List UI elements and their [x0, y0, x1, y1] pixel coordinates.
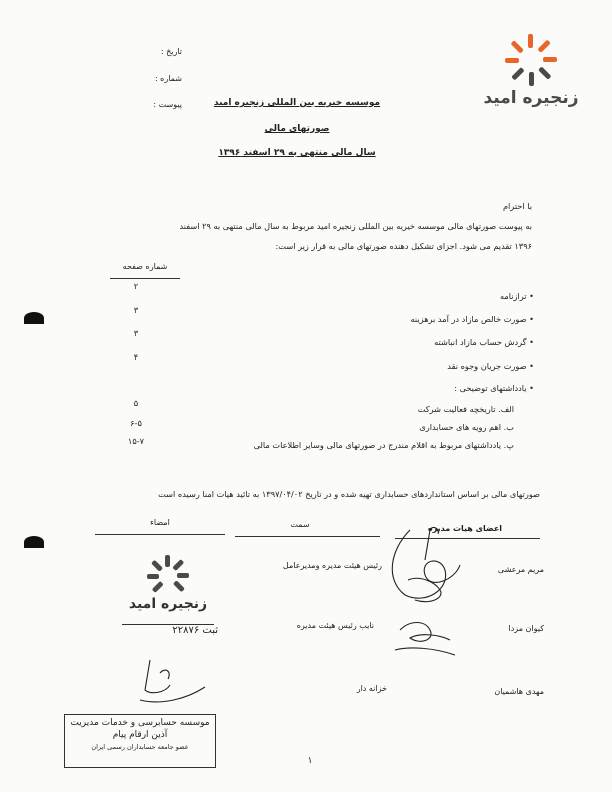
member-position: رئیس هیئت مدیره ومدیرعامل: [282, 561, 382, 570]
document-title: صورتهای مالی: [264, 124, 330, 134]
toc-subitem: الف. تاریخچه فعالیت شرکت: [417, 404, 514, 414]
date-label: تاریخ :: [160, 47, 182, 56]
member-name: مهدی هاشمیان: [494, 687, 544, 696]
fiscal-year-title: سال مالی منتهی به ۲۹ اسفند ۱۳۹۶: [218, 148, 376, 158]
member-name: مریم مرعشی: [497, 565, 544, 574]
page-number: ۱: [307, 756, 313, 766]
approval-statement: صورتهای مالی بر اساس استانداردهای حسابداری تهیه شده و در تاریخ ۱۳۹۷/۰۴/۰۲ به تائید هیات امنا رسیده است: [158, 489, 540, 499]
position-header: سمت: [290, 520, 310, 529]
toc-subitem: پ. یادداشتهای مربوط به اقلام مندرج در صورتهای مالی وسایر اطلاعات مالی: [253, 440, 514, 450]
toc-subpage: ۱۵-۷: [127, 436, 145, 446]
punch-hole-bottom: [24, 536, 44, 548]
intro-paragraph-line2: ۱۳۹۶ تقدیم می شود. اجزای تشکیل دهنده صورتهای مالی به قرار زیر است:: [275, 241, 532, 251]
handwritten-signatures: [380, 520, 490, 680]
page-header-underline: [110, 278, 180, 279]
intro-paragraph-line1: به پیوست صورتهای مالی موسسه خیریه بین المللی زنجیره امید مربوط به سال مالی منتهی به ۲۹ اسفند: [179, 221, 532, 231]
greeting: با احترام: [502, 201, 532, 211]
toc-item: • گردش حساب مازاد انباشته: [434, 337, 534, 347]
toc-item: • صورت خالص مازاد در آمد برهزینه: [410, 314, 534, 324]
auditor-stamp: [64, 714, 216, 768]
number-label: شماره :: [154, 74, 182, 83]
stamp-registration: ثبت ۲۲۸۷۶: [172, 625, 218, 636]
punch-hole-top: [24, 312, 44, 324]
auditor-stamp-line2: آذین ارقام پیام: [112, 730, 168, 740]
stamp-sun-icon: [118, 552, 218, 598]
signature-underline: [95, 534, 225, 535]
page-number-header: شماره صفحه: [122, 262, 168, 271]
toc-page: ۴: [133, 352, 139, 362]
stamp-logo-text: زنجیره امید: [128, 596, 208, 612]
organization-logo: [476, 30, 586, 120]
toc-item: • یادداشتهای توضیحی :: [454, 383, 534, 393]
toc-subpage: ۵: [133, 398, 139, 408]
organization-stamp: [118, 552, 218, 642]
sun-icon: [476, 30, 586, 90]
member-position: نایب رئیس هیئت مدیره: [296, 621, 374, 630]
logo-text: زنجیره امید: [483, 88, 579, 108]
position-underline: [235, 536, 380, 537]
toc-page: ۲: [133, 281, 139, 291]
attachment-label: پیوست :: [153, 100, 182, 109]
organization-title: موسسه خیریه بین المللی زنجیره امید: [213, 98, 381, 108]
auditor-stamp-line1: موسسه حسابرسی و خدمات مدیریت: [70, 718, 210, 728]
member-name: کیوان مزدا: [508, 624, 544, 633]
auditor-signature: [130, 655, 210, 710]
toc-page: ۳: [133, 305, 139, 315]
toc-subpage: ۶-۵: [130, 418, 142, 428]
toc-item: • ترازنامه: [499, 291, 534, 301]
signature-header: امضاء: [150, 518, 170, 527]
auditor-stamp-line3: عضو جامعه حسابداران رسمی ایران: [91, 743, 189, 751]
toc-item: • صورت جریان وجوه نقد: [447, 361, 534, 371]
members-header: اعضای هیات مدیره: [427, 524, 503, 533]
toc-subitem: ب. اهم رویه های حسابداری: [419, 422, 514, 432]
toc-page: ۳: [133, 328, 139, 338]
member-position: خزانه دار: [356, 684, 387, 693]
